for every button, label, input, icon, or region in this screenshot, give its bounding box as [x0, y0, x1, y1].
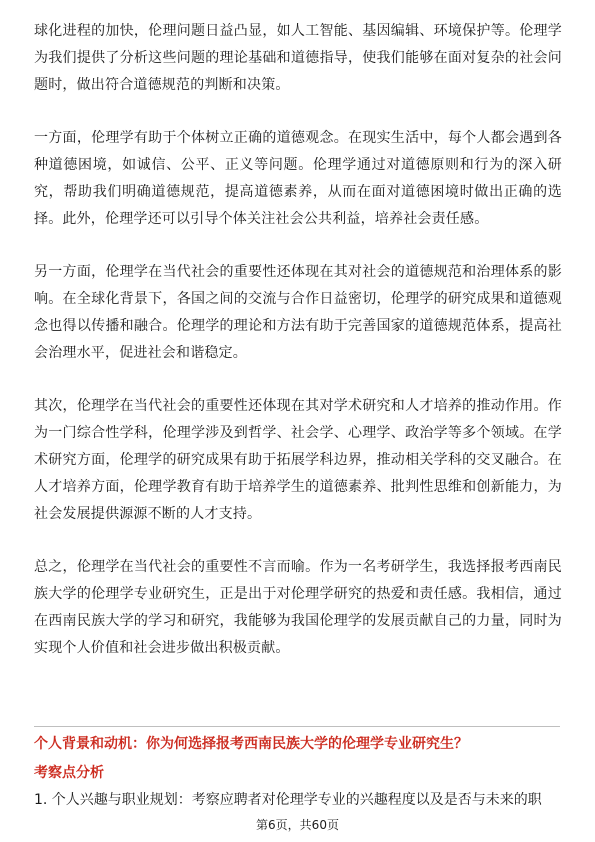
page-footer: 第6页，共60页: [256, 818, 339, 832]
body-text: [34, 18, 562, 662]
section-title: 考察点分析: [34, 765, 104, 781]
paragraph-5: 总之，伦理学在当代社会的重要性不言而喻。作为一名考研学生，我选择报考西南民族大学的伦理学专业研究生，正是出于对伦理学研究的热爱和责任感。我相信，通过在西南民族大学的学习和研究，我能够为我国伦理学的发展贡献自己的力量，同时为实现个人价值和社会进步做出积极贡献。: [34, 559, 562, 656]
question-heading: 个人背景和动机：你为何选择报考西南民族大学的伦理学专业研究生？: [34, 736, 468, 752]
analysis-item-1: 1. 个人兴趣与职业规划：考察应聘者对伦理学专业的兴趣程度以及是否与未来的职: [34, 792, 542, 808]
section-divider: [34, 726, 560, 727]
paragraph-4: 其次，伦理学在当代社会的重要性还体现在其对学术研究和人才培养的推动作用。作为一门综合性学科，伦理学涉及到哲学、社会学、心理学、政治学等多个领域。在学术研究方面，伦理学的研究成果有助于拓展学科边界，推动相关学科的交叉融合。在人才培养方面，伦理学教育有助于培养学生的道德素养、批判性思维和创新能力，为社会发展提供源源不断的人才支持。: [34, 398, 562, 522]
paragraph-2: 一方面，伦理学有助于个体树立正确的道德观念。在现实生活中，每个人都会遇到各种道德困境，如诚信、公平、正义等问题。伦理学通过对道德原则和行为的深入研究，帮助我们明确道德规范，提高道德素养，从而在面对道德困境时做出正确的选择。此外，伦理学还可以引导个体关注社会公共利益，培养社会责任感。: [34, 130, 562, 227]
paragraph-1: 球化进程的加快，伦理问题日益凸显，如人工智能、基因编辑、环境保护等。伦理学为我们提供了分析这些问题的理论基础和道德指导，使我们能够在面对复杂的社会问题时，做出符合道德规范的判断和决策。: [34, 23, 562, 93]
paragraph-3: 另一方面，伦理学在当代社会的重要性还体现在其对社会的道德规范和治理体系的影响。在全球化背景下，各国之间的交流与合作日益密切，伦理学的研究成果和道德观念也得以传播和融合。伦理学的理论和方法有助于完善国家的道德规范体系，提高社会治理水平，促进社会和谐稳定。: [34, 264, 562, 361]
